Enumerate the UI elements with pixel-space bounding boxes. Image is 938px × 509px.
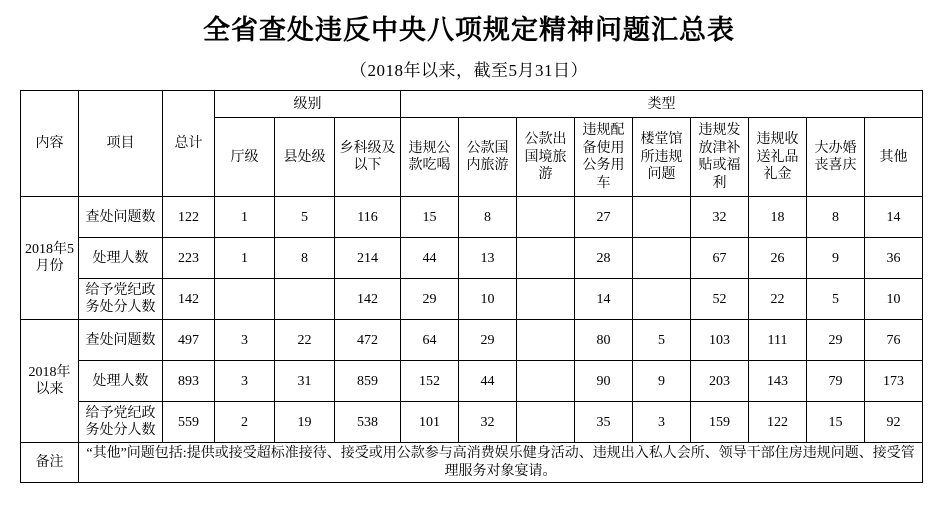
page-title: 全省查处违反中央八项规定精神问题汇总表: [203, 15, 735, 45]
cell-type: 32: [459, 402, 517, 443]
cell-type: [633, 279, 691, 320]
table-row: [21, 238, 923, 279]
table-row: [21, 279, 923, 320]
cell-type: 10: [865, 279, 923, 320]
cell-type: 15: [401, 197, 459, 238]
row-label: 处理人数: [79, 238, 163, 279]
cell-total: 122: [163, 197, 215, 238]
cell-type: 18: [749, 197, 807, 238]
row-label: 查处问题数: [79, 320, 163, 361]
cell-type: 29: [459, 320, 517, 361]
cell-level: [275, 279, 335, 320]
page-subtitle: （2018年以来，截至5月31日）: [350, 61, 588, 81]
cell-type: 9: [807, 238, 865, 279]
cell-type: 101: [401, 402, 459, 443]
table-row: [21, 197, 923, 238]
cell-type: 32: [691, 197, 749, 238]
header-type-official-car: 违规配备使用公务用车: [575, 118, 633, 197]
cell-type: 22: [749, 279, 807, 320]
cell-type: 203: [691, 361, 749, 402]
header-type-gifts: 违规收送礼品礼金: [749, 118, 807, 197]
header-level-ting: 厅级: [215, 118, 275, 197]
header-project: 项目: [79, 91, 163, 197]
period-label-since: 2018年以来: [21, 320, 79, 443]
note-text: “其他”问题包括:提供或接受超标准接待、接受或用公款参与高消费娱乐健身活动、违规出入私人会所、领导干部住房违规问题、接受管理服务对象宴请。: [79, 443, 923, 483]
header-type-allowance: 违规发放津补贴或福利: [691, 118, 749, 197]
cell-type: 5: [633, 320, 691, 361]
cell-type: 67: [691, 238, 749, 279]
cell-level: 538: [335, 402, 401, 443]
cell-type: 5: [807, 279, 865, 320]
cell-type: 28: [575, 238, 633, 279]
cell-type: 8: [459, 197, 517, 238]
cell-level: 1: [215, 238, 275, 279]
cell-total: 142: [163, 279, 215, 320]
table-note-row: [21, 443, 923, 483]
cell-level: 116: [335, 197, 401, 238]
period-label-may: 2018年5月份: [21, 197, 79, 320]
note-label: 备注: [21, 443, 79, 483]
cell-type: [517, 238, 575, 279]
cell-type: 44: [459, 361, 517, 402]
header-total: 总计: [163, 91, 215, 197]
header-level-xianchu: 县处级: [275, 118, 335, 197]
cell-level: 31: [275, 361, 335, 402]
cell-type: 29: [401, 279, 459, 320]
cell-type: 111: [749, 320, 807, 361]
cell-type: [633, 197, 691, 238]
cell-type: 90: [575, 361, 633, 402]
cell-level: 3: [215, 320, 275, 361]
header-type-dining: 违规公款吃喝: [401, 118, 459, 197]
cell-type: 52: [691, 279, 749, 320]
cell-type: 64: [401, 320, 459, 361]
header-type-domestic-travel: 公款国内旅游: [459, 118, 517, 197]
cell-level: 142: [335, 279, 401, 320]
cell-type: 8: [807, 197, 865, 238]
cell-type: [517, 402, 575, 443]
cell-type: 152: [401, 361, 459, 402]
cell-type: 36: [865, 238, 923, 279]
table-row: [21, 320, 923, 361]
row-label: 查处问题数: [79, 197, 163, 238]
header-group-level: 级别: [215, 91, 401, 118]
cell-level: 859: [335, 361, 401, 402]
cell-total: 559: [163, 402, 215, 443]
cell-level: 1: [215, 197, 275, 238]
cell-type: 79: [807, 361, 865, 402]
cell-level: [215, 279, 275, 320]
row-label: 处理人数: [79, 361, 163, 402]
cell-type: 143: [749, 361, 807, 402]
cell-type: 9: [633, 361, 691, 402]
cell-total: 893: [163, 361, 215, 402]
cell-level: 2: [215, 402, 275, 443]
table-row: [21, 361, 923, 402]
cell-level: 8: [275, 238, 335, 279]
cell-type: 27: [575, 197, 633, 238]
cell-type: 10: [459, 279, 517, 320]
cell-type: 35: [575, 402, 633, 443]
header-type-weddings: 大办婚丧喜庆: [807, 118, 865, 197]
cell-type: 103: [691, 320, 749, 361]
cell-level: 472: [335, 320, 401, 361]
cell-type: 14: [575, 279, 633, 320]
cell-type: 13: [459, 238, 517, 279]
cell-level: 22: [275, 320, 335, 361]
cell-type: [517, 197, 575, 238]
cell-type: 159: [691, 402, 749, 443]
cell-type: 3: [633, 402, 691, 443]
cell-type: 80: [575, 320, 633, 361]
cell-type: 92: [865, 402, 923, 443]
cell-type: 173: [865, 361, 923, 402]
cell-type: 14: [865, 197, 923, 238]
cell-type: [517, 279, 575, 320]
cell-level: 214: [335, 238, 401, 279]
cell-type: 76: [865, 320, 923, 361]
table-row: [21, 402, 923, 443]
header-type-other: 其他: [865, 118, 923, 197]
header-type-overseas-travel: 公款出国境旅游: [517, 118, 575, 197]
header-group-type: 类型: [401, 91, 923, 118]
cell-level: 19: [275, 402, 335, 443]
cell-type: [517, 361, 575, 402]
cell-type: [633, 238, 691, 279]
row-label: 给予党纪政务处分人数: [79, 279, 163, 320]
header-content: 内容: [21, 91, 79, 197]
cell-type: 15: [807, 402, 865, 443]
cell-level: 3: [215, 361, 275, 402]
cell-total: 223: [163, 238, 215, 279]
table-header-group-row: [21, 91, 923, 118]
header-level-xiangke: 乡科级及以下: [335, 118, 401, 197]
summary-table: [20, 90, 923, 483]
cell-type: 122: [749, 402, 807, 443]
cell-type: 29: [807, 320, 865, 361]
header-type-buildings: 楼堂馆所违规问题: [633, 118, 691, 197]
row-label: 给予党纪政务处分人数: [79, 402, 163, 443]
cell-total: 497: [163, 320, 215, 361]
cell-type: 26: [749, 238, 807, 279]
cell-level: 5: [275, 197, 335, 238]
cell-type: [517, 320, 575, 361]
cell-type: 44: [401, 238, 459, 279]
